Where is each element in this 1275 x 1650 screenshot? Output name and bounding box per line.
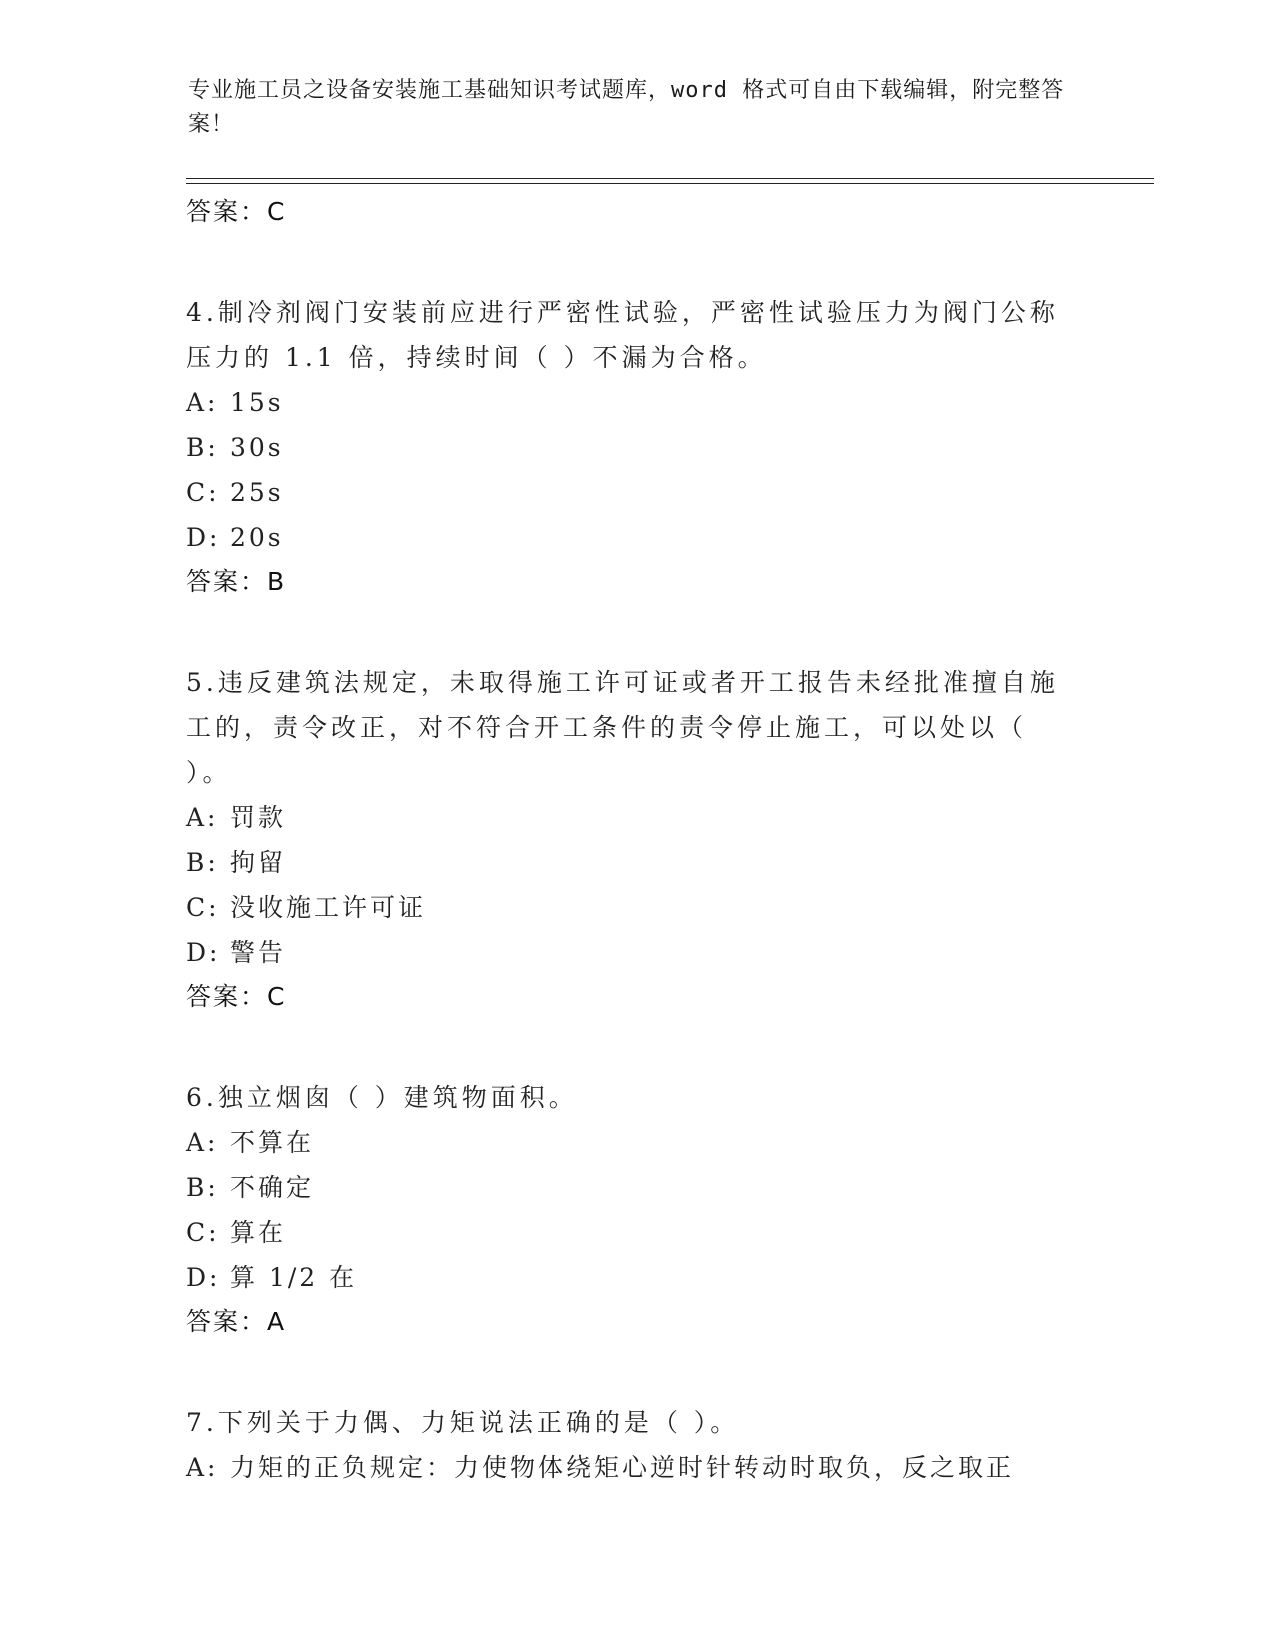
option-text: 算 1/2 在 [230,1263,358,1292]
answer-line [186,1300,1066,1344]
answer-value: C [267,197,287,226]
answer-value: C [267,982,287,1011]
question-text: 5.违反建筑法规定，未取得施工许可证或者开工报告未经批准擅自施工的，责令改正，对不符合开工条件的责令停止施工，可以处以（ ）。 [186,668,1059,787]
spacer [186,234,1066,290]
answer-line [186,190,1066,234]
option-b [186,425,1066,470]
option-text: 力矩的正负规定：力使物体绕矩心逆时针转动时取负，反之取正 [230,1453,1015,1482]
option-letter: A: [186,388,219,417]
option-a [186,1120,1066,1165]
option-text: 不算在 [230,1128,315,1157]
option-letter: D: [186,1263,221,1292]
option-text: 20s [230,523,284,552]
option-text: 没收施工许可证 [230,893,427,922]
answer-line [186,975,1066,1019]
option-b [186,840,1066,885]
answer-label: 答案： [186,197,268,226]
answer-value: B [267,567,287,596]
option-c [186,885,1066,930]
question-text: 7.下列关于力偶、力矩说法正确的是（ ）。 [186,1408,740,1437]
option-letter: C: [186,478,220,507]
option-letter: D: [186,523,221,552]
answer-label: 答案： [186,567,268,596]
option-text: 算在 [230,1218,287,1247]
option-b [186,1165,1066,1210]
question-text: 4.制冷剂阀门安装前应进行严密性试验，严密性试验压力为阀门公称压力的 1.1 倍，持续时间（ ）不漏为合格。 [186,298,1059,372]
option-a [186,795,1066,840]
option-a [186,380,1066,425]
option-letter: C: [186,893,220,922]
option-d [186,515,1066,560]
option-c [186,1210,1066,1255]
answer-label: 答案： [186,1307,268,1336]
option-text: 拘留 [230,848,287,877]
option-text: 15s [230,388,284,417]
option-letter: C: [186,1218,220,1247]
question-text: 6.独立烟囱（ ）建筑物面积。 [186,1083,578,1112]
page-header: 专业施工员之设备安装施工基础知识考试题库，word 格式可自由下载编辑，附完整答案！ [188,78,1065,137]
option-d [186,930,1066,975]
option-letter: A: [186,1128,219,1157]
question-list [186,190,1066,1490]
option-letter: B: [186,433,219,462]
spacer [186,604,1066,660]
option-letter: B: [186,848,219,877]
option-letter: D: [186,938,221,967]
option-a [186,1445,1066,1490]
option-letter: B: [186,1173,219,1202]
option-text: 警告 [230,938,287,967]
answer-label: 答案： [186,982,268,1011]
header-divider-top [186,178,1154,179]
option-letter: A: [186,1453,219,1482]
answer-line [186,560,1066,604]
spacer [186,1019,1066,1075]
option-text: 罚款 [230,803,287,832]
option-d [186,1255,1066,1300]
spacer [186,1344,1066,1400]
option-c [186,470,1066,515]
answer-value: A [267,1307,287,1336]
option-text: 30s [230,433,284,462]
option-text: 25s [230,478,284,507]
option-text: 不确定 [230,1173,315,1202]
header-divider-bottom [186,183,1154,184]
option-letter: A: [186,803,219,832]
